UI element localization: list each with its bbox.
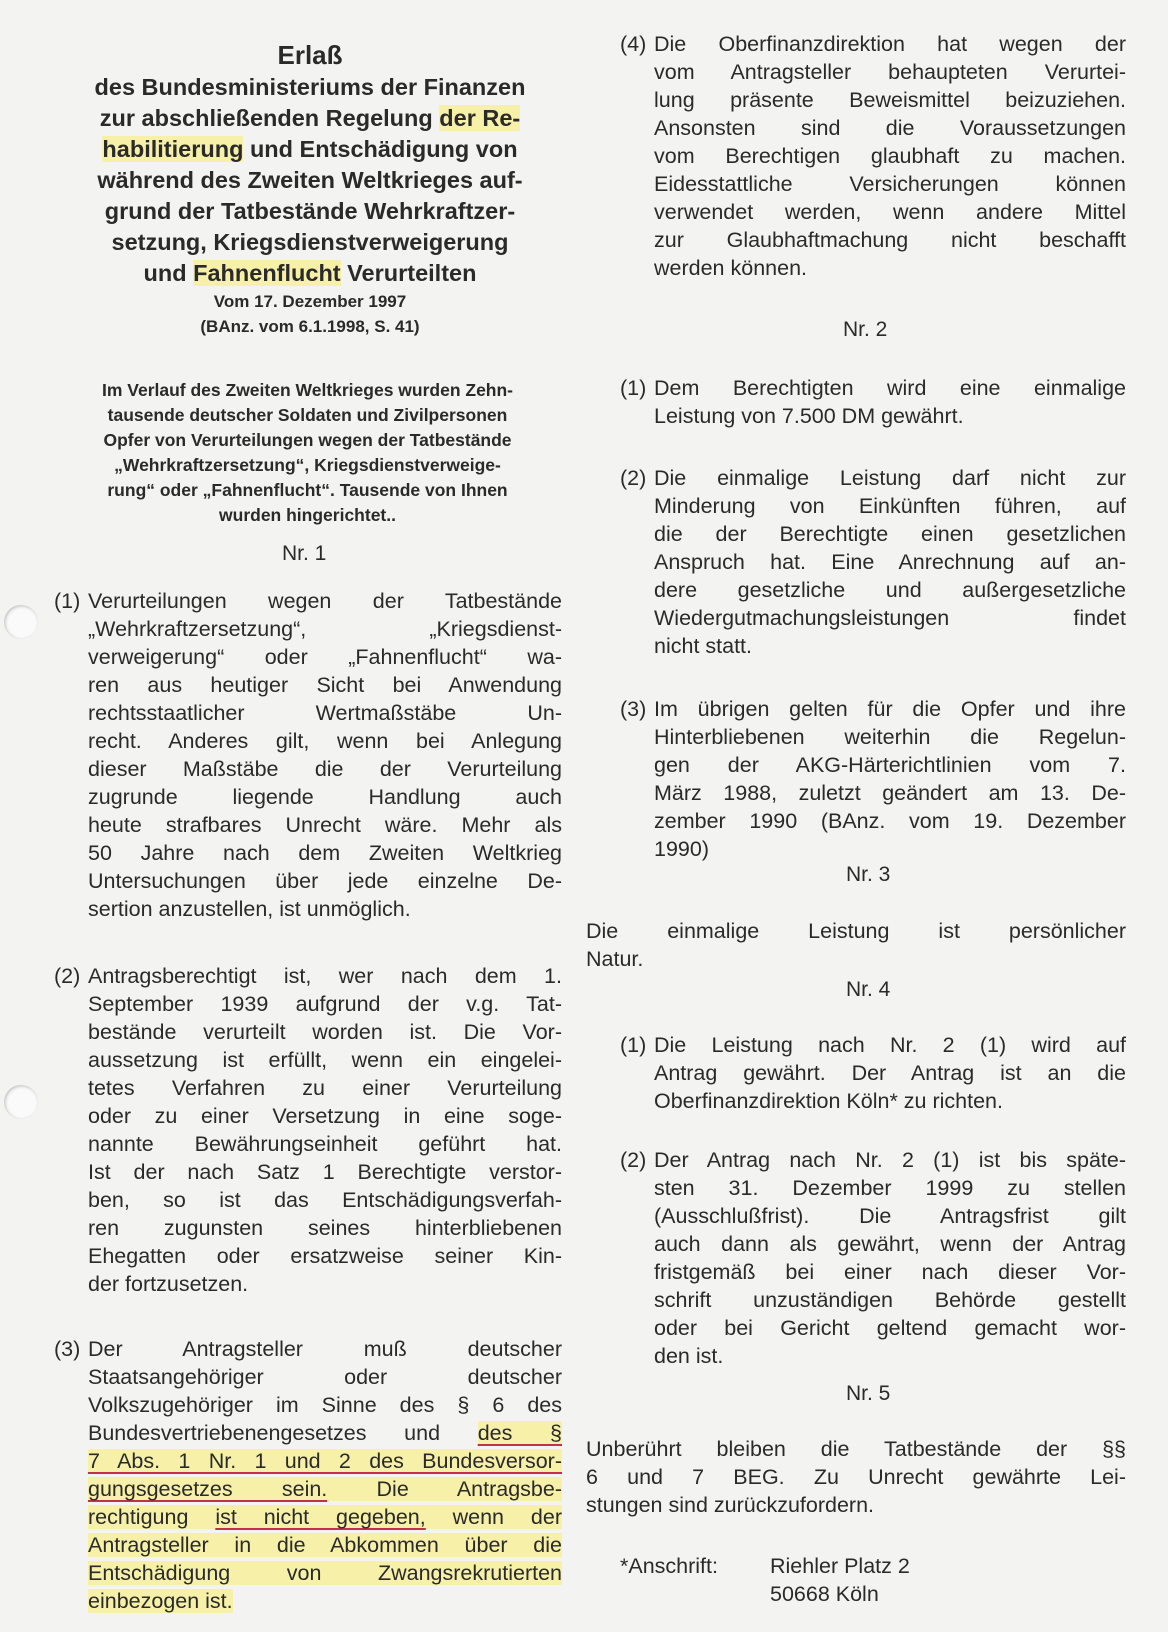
text-line: Die einmalige Leistung darf nicht zur — [654, 466, 1126, 490]
text-line: zur Glaubhaftmachung nicht beschafft — [654, 228, 1126, 252]
text-line: schrift unzuständigen Behörde gestellt — [654, 1288, 1126, 1312]
paragraph-number: (1) — [54, 589, 81, 613]
text-line: oder zu einer Versetzung in eine soge- — [88, 1104, 562, 1128]
punch-hole — [4, 1085, 38, 1119]
text-line: Der Antragsteller muß deutscher — [88, 1337, 562, 1361]
text-line: „Wehrkraftzersetzung“, „Kriegsdienst- — [88, 617, 562, 641]
intro-line: rung“ oder „Fahnenflucht“. Tausende von Ihnen — [107, 480, 508, 500]
text-segment: Bundesvertriebenengesetzes und — [88, 1421, 478, 1445]
section-nr1: Nr. 1 — [282, 542, 327, 565]
paragraph-nr4-2 — [620, 1146, 1126, 1370]
text-line: Die Oberfinanzdirektion hat wegen der — [654, 32, 1126, 56]
paragraph-nr1-2 — [54, 962, 562, 1298]
highlighted-text: einbezogen ist. — [88, 1589, 233, 1613]
text-line: Minderung von Einkünften führen, auf — [654, 494, 1126, 518]
text-line: die der Berechtigte einen gesetzlichen — [654, 522, 1126, 546]
intro-line: tausende deutscher Soldaten und Zivilpersonen — [107, 405, 508, 425]
text-line: den ist. — [654, 1344, 724, 1368]
paragraph-nr1-3 — [54, 1335, 562, 1615]
text-line: Leistung von 7.500 DM gewährt. — [654, 404, 964, 428]
text-line: dieser Maßstäbe die der Verurteilung — [88, 757, 562, 781]
text-line: gen der AKG-Härterichtlinien vom 7. — [654, 753, 1126, 777]
paragraph-number: (4) — [620, 32, 647, 56]
underlined-text: ist nicht gegeben, — [215, 1505, 426, 1529]
document-heading — [40, 38, 580, 339]
document-date: Vom 17. Dezember 1997 — [213, 292, 407, 311]
text-line: Im übrigen gelten für die Opfer und ihre — [654, 697, 1126, 721]
highlighted-text: Entschädigung von Zwangsrekrutierten — [88, 1561, 562, 1585]
paragraph-number: (3) — [620, 697, 647, 721]
section-nr5: Nr. 5 — [846, 1382, 891, 1405]
paragraph-number: (2) — [620, 1148, 647, 1172]
highlighted-text: habilitierung — [102, 136, 244, 162]
text-line: Wiedergutmachungsleistungen findet — [654, 606, 1126, 630]
text-segment: grund der Tatbestände Wehrkraftzer- — [104, 198, 516, 224]
heading-line — [40, 227, 580, 258]
intro-line: „Wehrkraftzersetzung“, Kriegsdienstverweige- — [114, 455, 501, 475]
text-line: Unberührt bleiben die Tatbestände der §§ — [586, 1437, 1126, 1461]
section-nr4: Nr. 4 — [846, 978, 891, 1001]
text-line: nannte Bewährungseinheit geführt hat. — [88, 1132, 562, 1156]
text-line: zember 1990 (BAnz. vom 19. Dezember — [654, 809, 1126, 833]
punch-hole — [4, 605, 38, 639]
text-line: Oberfinanzdirektion Köln* zu richten. — [654, 1089, 1003, 1113]
text-line: vom Berechtigen glaubhaft zu machen. — [654, 144, 1126, 168]
text-line: sten 31. Dezember 1999 zu stellen — [654, 1176, 1126, 1200]
text-line: verwendet werden, wenn andere Mittel — [654, 200, 1126, 224]
heading-line — [40, 72, 580, 103]
text-line — [88, 1587, 562, 1615]
text-line: 1990) — [654, 837, 709, 861]
text-line — [88, 1559, 562, 1587]
text-line: Ist der nach Satz 1 Berechtigte verstor- — [88, 1160, 562, 1184]
text-line: auch dann als gewährt, wenn der Antrag — [654, 1232, 1126, 1256]
text-line: Staatsangehöriger oder deutscher — [88, 1365, 562, 1389]
intro-line: Opfer von Verurteilungen wegen der Tatbestände — [103, 430, 512, 450]
text-line: Dem Berechtigten wird eine einmalige — [654, 376, 1126, 400]
text-line: fristgemäß bei einer nach dieser Vor- — [654, 1260, 1126, 1284]
text-line: rechtsstaatlicher Wertmaßstäbe Un- — [88, 701, 562, 725]
text-segment: des Bundesministeriums der Finanzen — [94, 74, 526, 100]
paragraph-nr2-1 — [620, 374, 1126, 430]
text-line: Verurteilungen wegen der Tatbestände — [88, 589, 562, 613]
section-nr3: Nr. 3 — [846, 863, 891, 886]
address-block — [620, 1552, 1120, 1608]
text-line: Ehegatten oder ersatzweise seiner Kin- — [88, 1244, 562, 1268]
paragraph-nr1-1 — [54, 587, 562, 923]
paragraph-nr2-3 — [620, 695, 1126, 863]
paragraph-nr5 — [586, 1435, 1126, 1519]
section-nr2: Nr. 2 — [843, 318, 888, 341]
text-line: bestände verurteilt worden ist. Die Vor- — [88, 1020, 562, 1044]
text-line: aussetzung ist erfüllt, wenn ein eingelei- — [88, 1048, 562, 1072]
paragraph-nr1-4 — [620, 30, 1126, 282]
paragraph-number: (3) — [54, 1337, 81, 1361]
paragraph-nr4-1 — [620, 1031, 1126, 1115]
heading-lines — [40, 72, 580, 289]
address-label: *Anschrift: — [620, 1554, 718, 1578]
text-line: (Ausschlußfrist). Die Antragsfrist gilt — [654, 1204, 1126, 1228]
text-segment: während des Zweiten Weltkrieges auf- — [97, 167, 523, 193]
text-line: zugrunde liegende Handlung auch — [88, 785, 562, 809]
heading-line — [40, 165, 580, 196]
heading-line — [40, 103, 580, 134]
text-line: ren aus heutiger Sicht bei Anwendung — [88, 673, 562, 697]
text-line: Antrag gewährt. Der Antrag ist an die — [654, 1061, 1126, 1085]
text-segment: und — [143, 260, 194, 286]
highlighted-text: Fahnenflucht — [193, 260, 341, 286]
underlined-text: gungsgesetzes sein. — [88, 1477, 328, 1501]
text-line: sertion anzustellen, ist unmöglich. — [88, 897, 411, 921]
text-line: tetes Verfahren zu einer Verurteilung — [88, 1076, 562, 1100]
text-line: der fortzusetzen. — [88, 1272, 249, 1296]
text-segment: Verurteilten — [340, 260, 477, 286]
document-title: Erlaß — [277, 40, 343, 70]
text-line: Die einmalige Leistung ist persönlicher — [586, 919, 1126, 943]
text-line: Untersuchungen über jede einzelne De- — [88, 869, 562, 893]
text-line — [88, 1531, 562, 1559]
text-line: verweigerung“ oder „Fahnenflucht“ wa- — [88, 645, 562, 669]
text-line: Antragsberechtigt ist, wer nach dem 1. — [88, 964, 562, 988]
address-city: 50668 Köln — [770, 1582, 879, 1606]
text-line: ben, so ist das Entschädigungsverfah- — [88, 1188, 562, 1212]
text-line — [88, 1447, 562, 1475]
underlined-text: des § — [477, 1421, 562, 1445]
text-line: Hinterbliebenen weiterhin die Regelun- — [654, 725, 1126, 749]
text-line: vom Antragsteller behaupteten Verurtei- — [654, 60, 1126, 84]
highlighted-text: Die Antragsbe- — [327, 1477, 562, 1501]
heading-line — [40, 134, 580, 165]
document-source: (BAnz. vom 6.1.1998, S. 41) — [200, 317, 420, 336]
text-line: Der Antrag nach Nr. 2 (1) ist bis späte- — [654, 1148, 1126, 1172]
text-segment: und Entschädigung von — [243, 136, 518, 162]
paragraph-number: (2) — [620, 466, 647, 490]
highlighted-text: wenn der — [425, 1505, 562, 1529]
heading-line — [40, 258, 580, 289]
text-line: nicht statt. — [654, 634, 752, 658]
text-line: lung präsente Beweismittel beizuziehen. — [654, 88, 1126, 112]
text-line: Die Leistung nach Nr. 2 (1) wird auf — [654, 1033, 1126, 1057]
highlighted-text: rechtigung — [88, 1505, 216, 1529]
text-line: stungen sind zurückzufordern. — [586, 1493, 875, 1517]
intro-line: Im Verlauf des Zweiten Weltkrieges wurden Zehn- — [101, 380, 514, 400]
text-line: werden können. — [654, 256, 807, 280]
text-line — [88, 1503, 562, 1531]
text-line: dere gesetzliche und außergesetzliche — [654, 578, 1126, 602]
underlined-text: 7 Abs. 1 Nr. 1 und 2 des Bundesversor- — [88, 1449, 562, 1473]
paragraph-nr3 — [586, 917, 1126, 973]
intro-line: wurden hingerichtet.. — [219, 505, 396, 525]
text-line — [88, 1419, 562, 1447]
text-line: ren zugunsten seines hinterbliebenen — [88, 1216, 562, 1240]
text-line: Eidesstattliche Versicherungen können — [654, 172, 1126, 196]
text-line: recht. Anderes gilt, wenn bei Anlegung — [88, 729, 562, 753]
text-line: 6 und 7 BEG. Zu Unrecht gewährte Lei- — [586, 1465, 1126, 1489]
text-line: Anspruch hat. Eine Anrechnung auf an- — [654, 550, 1126, 574]
text-line: September 1939 aufgrund der v.g. Tat- — [88, 992, 562, 1016]
text-line: Ansonsten sind die Voraussetzungen — [654, 116, 1126, 140]
highlighted-text: der Re- — [439, 105, 521, 131]
text-line: März 1988, zuletzt geändert am 13. De- — [654, 781, 1126, 805]
paragraph-number: (2) — [54, 964, 81, 988]
text-line: heute strafbares Unrecht wäre. Mehr als — [88, 813, 562, 837]
text-line: Natur. — [586, 947, 644, 971]
intro-text — [40, 378, 575, 528]
text-line: oder bei Gericht geltend gemacht wor- — [654, 1316, 1126, 1340]
text-line: 50 Jahre nach dem Zweiten Weltkrieg — [88, 841, 562, 865]
text-segment: setzung, Kriegsdienstverweigerung — [111, 229, 509, 255]
text-segment: zur abschließenden Regelung — [99, 105, 440, 131]
text-line: Volkszugehöriger im Sinne des § 6 des — [88, 1393, 562, 1417]
address-street: Riehler Platz 2 — [770, 1554, 910, 1578]
paragraph-number: (1) — [620, 376, 647, 400]
paragraph-nr2-2 — [620, 464, 1126, 660]
text-line — [88, 1475, 562, 1503]
highlighted-text: Antragsteller in die Abkommen über die — [88, 1533, 562, 1557]
heading-line — [40, 196, 580, 227]
paragraph-number: (1) — [620, 1033, 647, 1057]
